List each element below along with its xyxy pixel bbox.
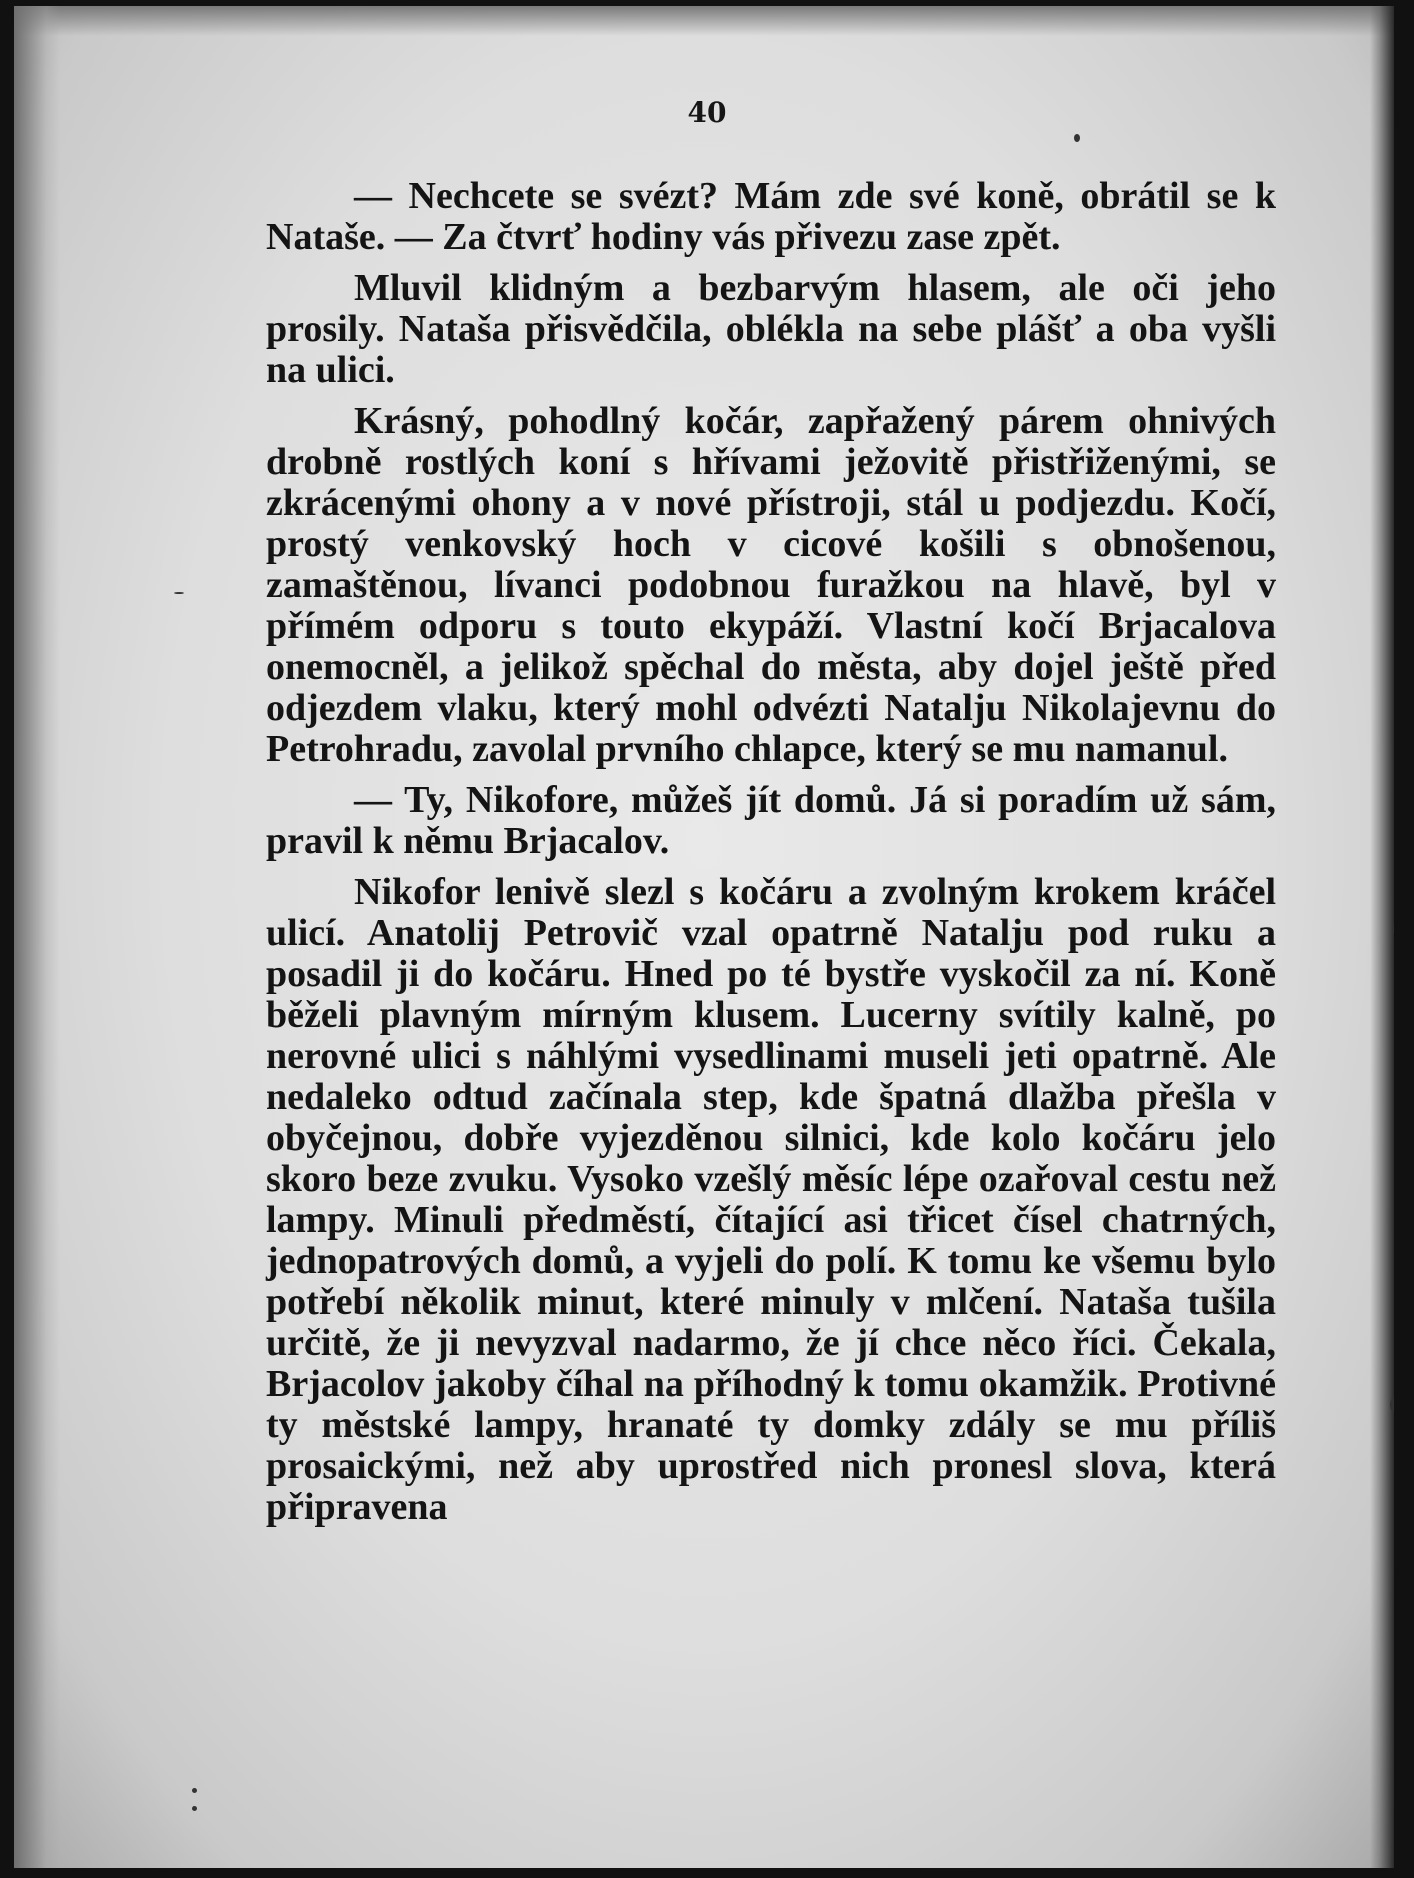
page-shadow-right — [1370, 6, 1394, 1868]
print-speck — [1392, 924, 1394, 934]
print-speck — [192, 1806, 197, 1811]
paragraph-1: — Nechcete se svézt? Mám zde své koně, obrátil se k Nataše. — Za čtvrť hodiny vás přivezu zase zpět. — [266, 175, 1276, 258]
paragraph-5: Nikofor lenivě slezl s kočáru a zvolným krokem kráčel ulicí. Anatolij Petrovič vzal opatrně Natalju pod ruku a posadil ji do kočáru. Hned po té bystře vyskočil za ní. Koně běželi plavným mírným klusem. Lucerny svítily kalně, po nerovné ulici s náhlými vysedlinami museli jeti opatrně. Ale nedaleko odtud začínala step, kde špatná dlažba přešla v obyčejnou, dobře vyjezděnou silnici, kde kolo kočáru jelo skoro beze zvuku. Vysoko vzešlý měsíc lépe ozařoval cestu než lampy. Minuli předměstí, čítající asi třicet čísel chatrných, jednopatrových domů, a vyjeli do polí. K tomu ke všemu bylo potřebí několik minut, které minuly v mlčení. Nataša tušila určitě, že ji nevyzval nadarmo, že jí chce něco říci. Čekala, Brjacolov jakoby číhal na příhodný k tomu okamžik. Protivné ty městské lampy, hranaté ty domky zdály se mu příliš prosaickými, než aby uprostřed nich pronesl slova, která připravena — [266, 871, 1276, 1528]
page-shadow-left — [14, 6, 60, 1868]
paragraph-4: — Ty, Nikofore, můžeš jít domů. Já si poradím už sám, pravil k němu Brjacalov. — [266, 779, 1276, 862]
print-speck — [174, 592, 184, 594]
paragraph-2: Mluvil klidným a bezbarvým hlasem, ale oči jeho prosily. Nataša přisvědčila, oblékla na sebe plášť a oba vyšli na ulici. — [266, 267, 1276, 391]
paragraph-3: Krásný, pohodlný kočár, zapřažený párem ohnivých drobně rostlých koní s hřívami ježovitě přistřiženými, se zkrácenými ohony a v nové přístroji, stál u podjezdu. Kočí, prostý venkovský hoch v cicové košili s obnošenou, zamaštěnou, lívanci podobnou furažkou na hlavě, byl v přímém odporu s touto ekypáží. Vlastní kočí Brjacalova onemocněl, a jelikož spěchal do města, aby dojel ještě před odjezdem vlaku, který mohl odvézti Natalju Nikolajevnu do Petrohradu, zavolal prvního chlapce, který se mu namanul. — [266, 400, 1276, 770]
print-speck — [192, 1788, 197, 1793]
page-shadow-top — [14, 6, 1394, 36]
page-number: 40 — [687, 96, 727, 129]
print-speck — [1390, 1398, 1394, 1412]
print-speck — [1074, 134, 1080, 142]
body-text — [266, 176, 1276, 1538]
